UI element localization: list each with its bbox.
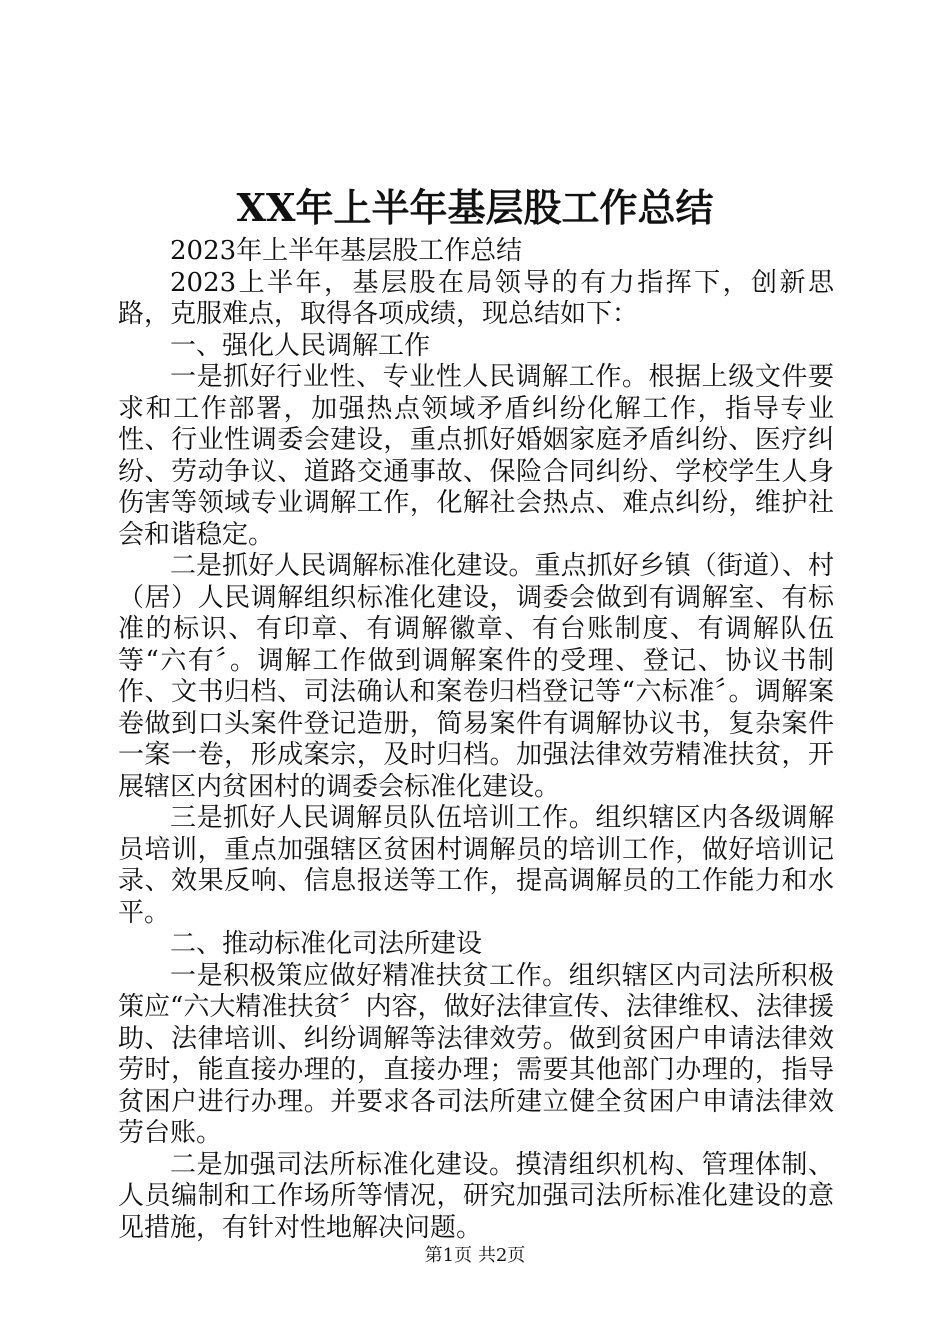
document-title: XX年上半年基层股工作总结 <box>236 185 714 230</box>
paragraph-1-2: 二是抓好人民调解标准化建设。重点抓好乡镇（街道）、村（居）人民调解组织标准化建设，调委会做到有调解室、有标准的标识、有印章、有调解徽章、有台账制度、有调解队伍等“六有〞。调解工作做到调解案件的受理、登记、协议书制作、文书归档、司法确认和案卷归档登记等“六标准〞。调解案卷做到口头案件登记造册，简易案件有调解协议书，复杂案件一案一卷，形成案宗，及时归档。加强法律效劳精准扶贫，开展辖区内贫困村的调委会标准化建设。 <box>118 551 834 802</box>
paragraph-1-1: 一是抓好行业性、专业性人民调解工作。根据上级文件要求和工作部署，加强热点领域矛盾纠纷化解工作，指导专业性、行业性调委会建设，重点抓好婚姻家庭矛盾纠纷、医疗纠纷、劳动争议、道路交通事故、保险合同纠纷、学校学生人身伤害等领域专业调解工作，化解社会热点、难点纠纷，维护社会和谐稳定。 <box>118 362 834 550</box>
subtitle-paragraph: 2023年上半年基层股工作总结 <box>170 236 523 266</box>
paragraph-1-3: 三是抓好人民调解员队伍培训工作。组织辖区内各级调解员培训，重点加强辖区贫困村调解员的培训工作，做好培训记录、效果反响、信息报送等工作，提高调解员的工作能力和水平。 <box>118 803 834 928</box>
paragraph-2-1: 一是积极策应做好精准扶贫工作。组织辖区内司法所积极策应“六大精准扶贫〞内容，做好法律宣传、法律维权、法律援助、法律培训、纠纷调解等法律效劳。做到贫困户申请法律效劳时，能直接办理的，直接办理；需要其他部门办理的，指导贫困户进行办理。并要求各司法所建立健全贫困户申请法律效劳台账。 <box>118 960 834 1148</box>
intro-paragraph: 2023上半年，基层股在局领导的有力指挥下，创新思路，克服难点，取得各项成绩，现总结如下： <box>118 267 834 329</box>
section-heading-2: 二、推动标准化司法所建设 <box>170 929 483 959</box>
page-number-footer: 第1页 共2页 <box>424 1245 526 1266</box>
paragraph-2-2: 二是加强司法所标准化建设。摸清组织机构、管理体制、人员编制和工作场所等情况，研究加强司法所标准化建设的意见措施，有针对性地解决问题。 <box>118 1149 834 1243</box>
document-body <box>118 236 834 1244</box>
section-heading-1: 一、强化人民调解工作 <box>170 330 431 361</box>
